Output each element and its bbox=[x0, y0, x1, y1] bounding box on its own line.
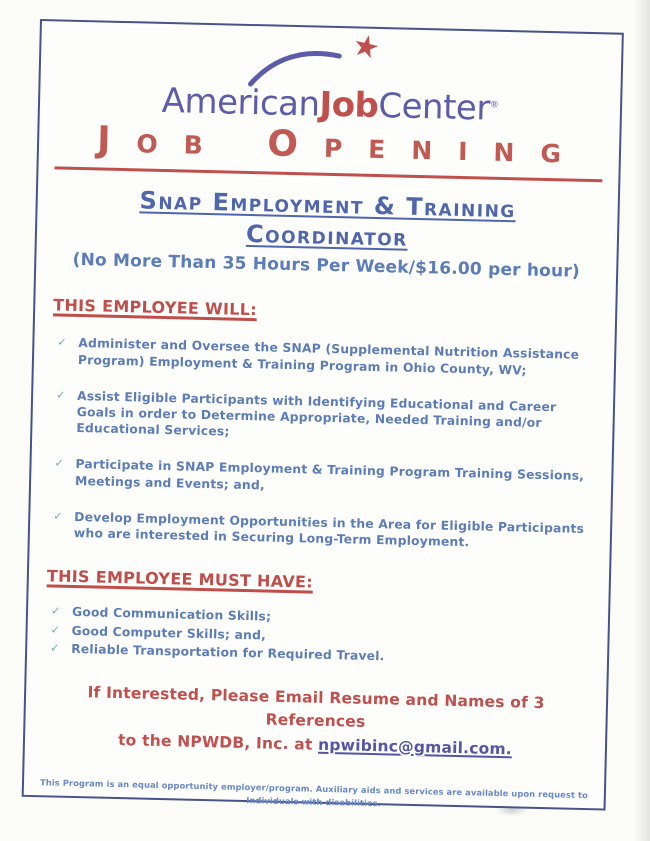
bullet-text: Good Computer Skills; and, bbox=[71, 623, 267, 643]
position-title-line2: Coordinator bbox=[245, 220, 409, 252]
section-heading-will: THIS EMPLOYEE WILL: bbox=[53, 295, 258, 320]
bullet-text: Administer and Oversee the SNAP (Supplemental Nutrition Assistance Program) Employment & Training Program in Ohio County, WV; bbox=[77, 336, 580, 378]
check-icon: ✓ bbox=[54, 456, 64, 471]
section-heading-must-have: THIS EMPLOYEE MUST HAVE: bbox=[46, 566, 314, 592]
hours-and-pay-line: (No More Than 35 Hours Per Week/$16.00 per hour) bbox=[72, 250, 581, 283]
job-opening-banner: Job Opening bbox=[54, 121, 603, 182]
check-icon: ✓ bbox=[50, 641, 60, 655]
bullet-item bbox=[47, 456, 596, 501]
logo-art bbox=[247, 27, 398, 88]
contact-line1: If Interested, Please Email Resume and Names of 3 References bbox=[87, 683, 545, 732]
scan-edge-shadow bbox=[634, 0, 650, 841]
logo-text-center: Center bbox=[377, 86, 491, 129]
bullet-item bbox=[46, 508, 595, 553]
american-job-center-logo bbox=[56, 27, 606, 130]
bullet-text: Reliable Transportation for Required Travel. bbox=[71, 641, 385, 664]
logo-star-icon: ★ bbox=[348, 27, 384, 68]
will-bullet-list bbox=[46, 335, 599, 554]
bullet-item bbox=[50, 335, 599, 380]
check-icon: ✓ bbox=[50, 604, 61, 618]
contact-instructions bbox=[41, 680, 590, 763]
contact-line2-prefix: to the NPWDB, Inc. at bbox=[117, 730, 319, 754]
logo-text-american: American bbox=[161, 80, 321, 125]
position-title bbox=[53, 183, 602, 258]
check-icon: ✓ bbox=[57, 335, 67, 350]
footer-disclaimer: This Program is an equal opportunity employer/program. Auxiliary aids and services are available upon request to Individuals with disabilities. bbox=[39, 776, 588, 808]
bullet-text: Assist Eligible Participants with Identifying Educational and Career Goals in order to Determine Appropriate, Needed Training and/or Educational Services; bbox=[76, 388, 557, 439]
bullet-text: Good Communication Skills; bbox=[71, 605, 272, 624]
registered-mark: ® bbox=[489, 100, 499, 111]
bullet-item bbox=[48, 387, 597, 449]
flyer-page-border bbox=[22, 19, 624, 811]
check-icon: ✓ bbox=[50, 622, 60, 637]
position-title-line1: Snap Employment & Training bbox=[139, 186, 517, 224]
logo-text-job: Job bbox=[319, 84, 379, 126]
must-have-bullet-list bbox=[43, 604, 592, 670]
email-link[interactable]: npwibinc@gmail.com. bbox=[317, 735, 513, 758]
check-icon: ✓ bbox=[53, 509, 63, 523]
check-icon: ✓ bbox=[55, 388, 66, 402]
bullet-text: Develop Employment Opportunities in the Area for Eligible Participants who are interested in Securing Long-Term Employment. bbox=[73, 509, 585, 550]
bullet-text: Participate in SNAP Employment & Training Program Training Sessions, Meetings and Events; and, bbox=[74, 457, 585, 493]
